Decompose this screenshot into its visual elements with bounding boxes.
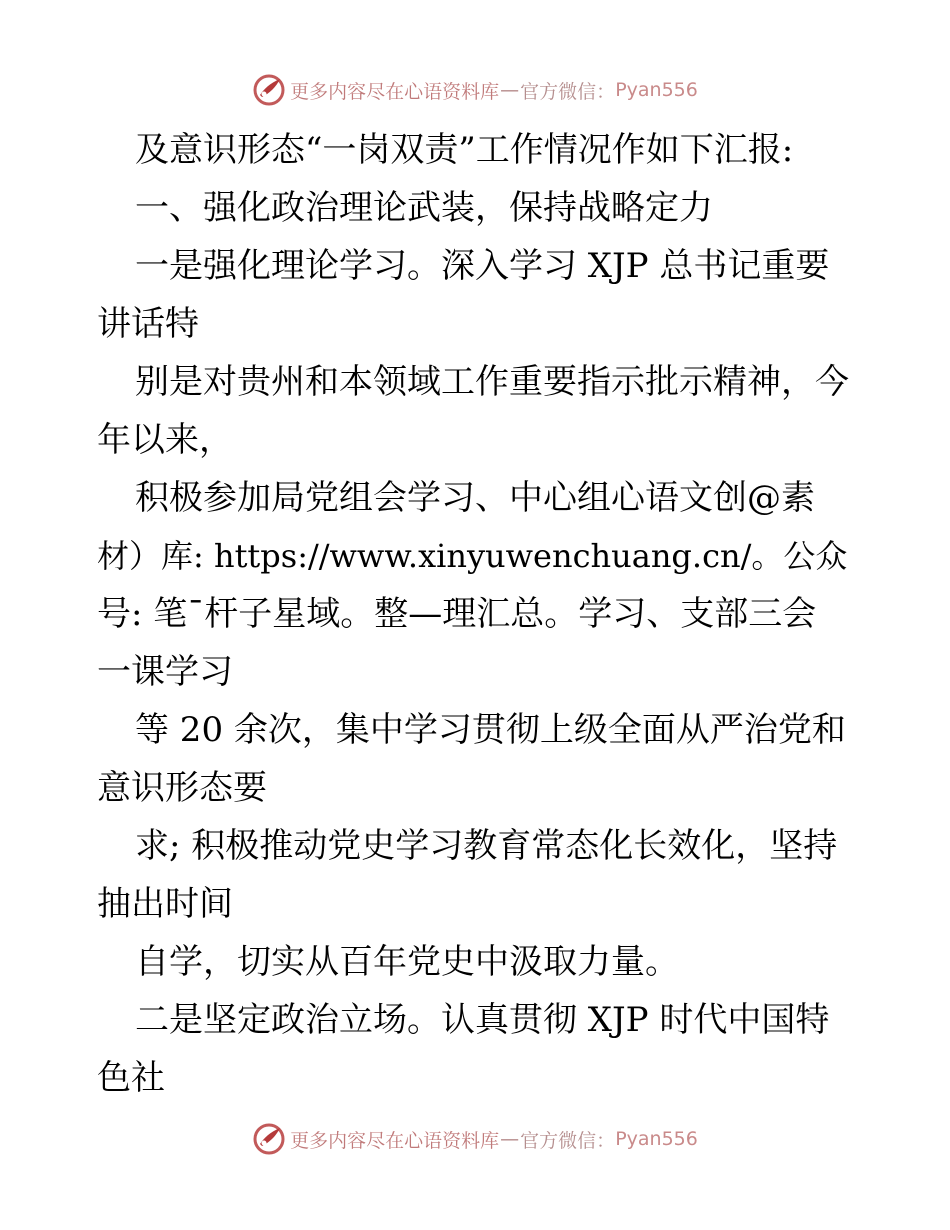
body-line: 二是坚定政治立场。认真贯彻 XJP 时代中国特: [135, 1000, 830, 1040]
body-line: 号: 笔¯杆子星域。整—理汇总。学习、支部三会: [97, 594, 817, 634]
banner-wechat-label: 官方微信：: [520, 1129, 616, 1152]
banner-brand-text: 更多内容尽在心语资料库: [290, 80, 500, 103]
section-heading: 一、强化政治理论武装，保持战略定力: [135, 188, 713, 228]
body-line: 等 20 余次，集中学习贯彻上级全面从严治党和: [135, 710, 846, 750]
body-line: 讲话特: [97, 304, 199, 344]
body-line: 抽出时间: [97, 884, 233, 924]
body-line: 一是强化理论学习。深入学习 XJP 总书记重要: [135, 246, 830, 286]
header-watermark-banner: [0, 70, 950, 110]
body-line: 色社: [97, 1058, 165, 1098]
body-line: 别是对贵州和本领域工作重要指示批示精神，今: [135, 362, 849, 402]
quill-logo-icon: [252, 73, 286, 107]
banner-wechat-id: Pyan556: [615, 79, 698, 101]
banner-dash: —: [500, 1128, 520, 1150]
body-line: 自学，切实从百年党史中汲取力量。: [135, 942, 679, 982]
body-line: 积极参加局党组会学习、中心组心语文创@素: [135, 478, 815, 518]
quill-logo-icon: [252, 1122, 286, 1156]
body-line: 意识形态要: [97, 768, 267, 808]
banner-brand-text: 更多内容尽在心语资料库: [290, 1129, 500, 1152]
body-line: 材）库: https://www.xinyuwenchuang.cn/。公众: [97, 537, 848, 575]
body-line: 求; 积极推动党史学习教育常态化长效化，坚持: [135, 826, 838, 866]
banner-wechat-id: Pyan556: [615, 1128, 698, 1150]
banner-wechat-label: 官方微信：: [520, 80, 616, 103]
body-line: 及意识形态“一岗双责”工作情况作如下汇报:: [135, 130, 794, 170]
banner-dash: —: [500, 79, 520, 101]
body-line: 一课学习: [97, 652, 233, 692]
footer-watermark-banner: [0, 1119, 950, 1159]
body-line: 年以来，: [97, 420, 233, 460]
